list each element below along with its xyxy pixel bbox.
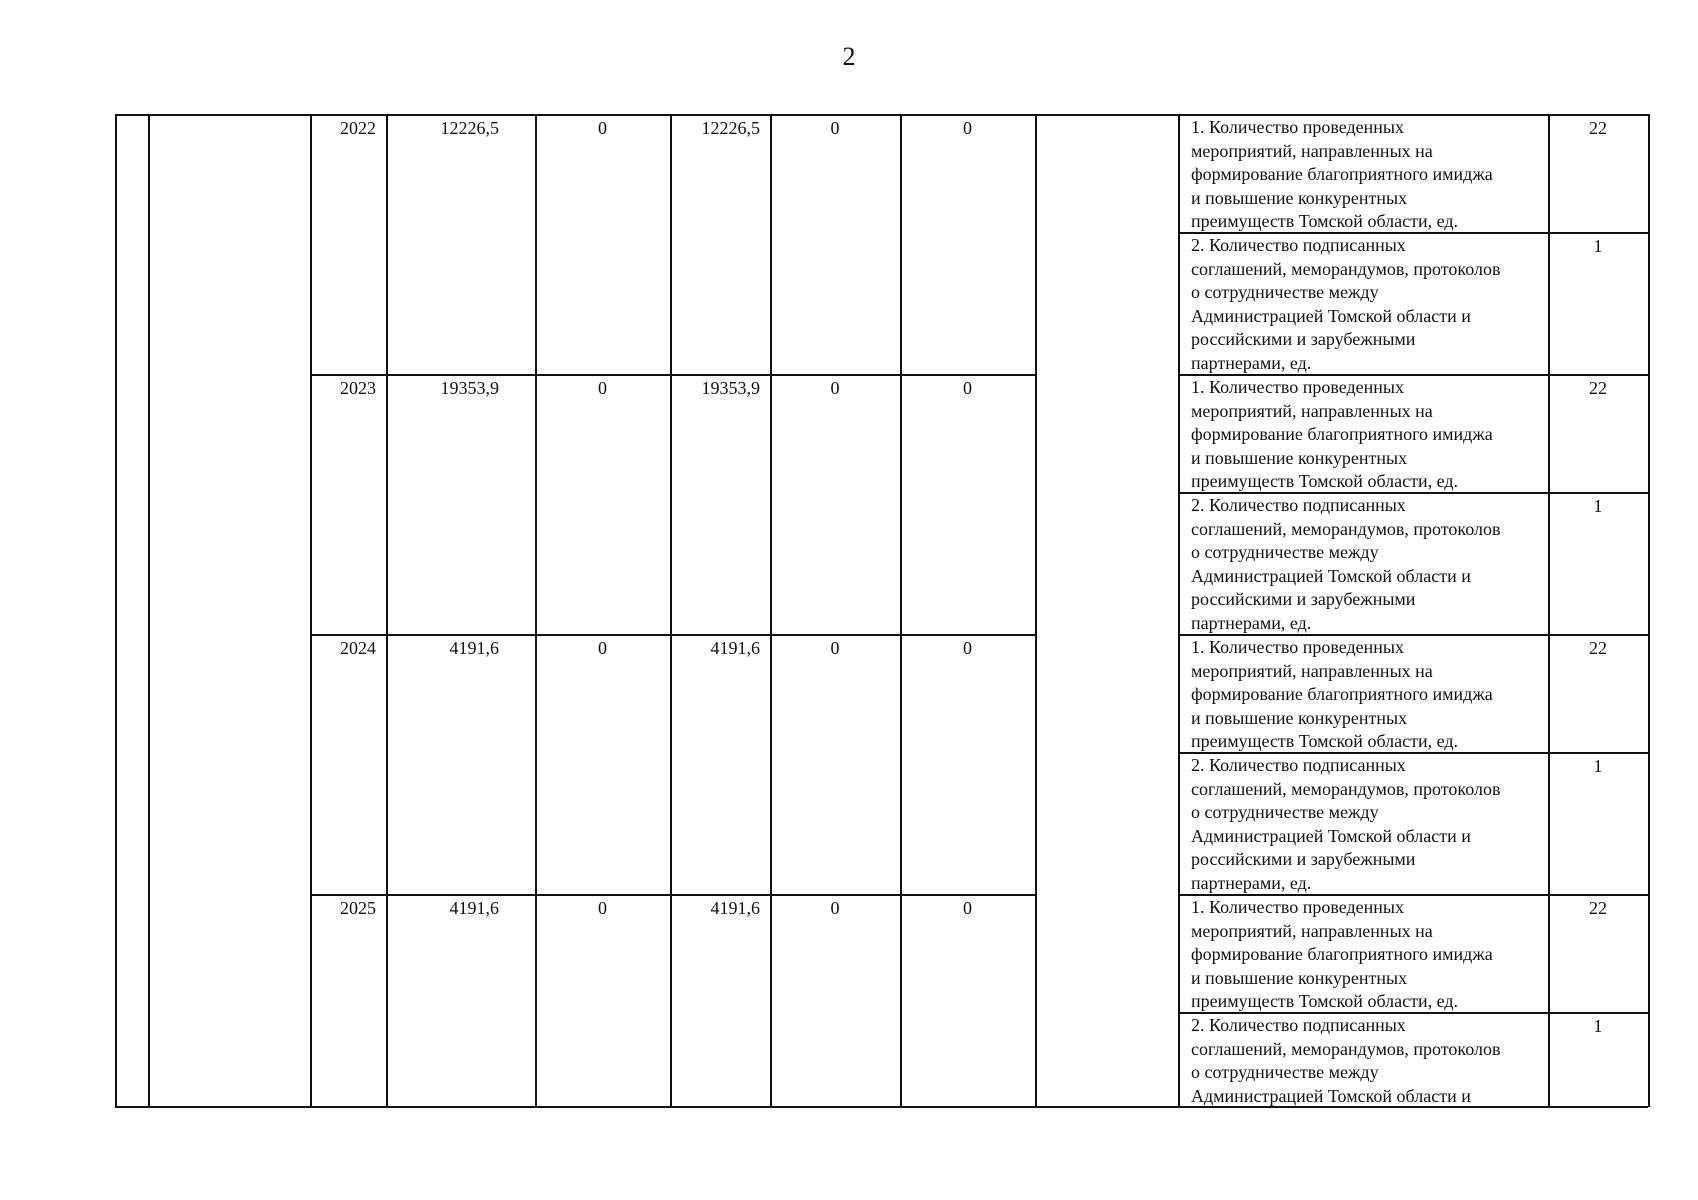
indicator-value: 1	[1593, 236, 1603, 256]
other-cell: 0	[963, 638, 972, 658]
indicator-text	[1191, 754, 1500, 895]
indicator-line: Администрацией Томской области и	[1191, 565, 1471, 586]
year-cell: 2025	[340, 898, 376, 918]
indicator-line: Администрацией Томской области и	[1191, 1085, 1471, 1106]
regional-cell: 4191,6	[710, 638, 760, 658]
column-rule	[115, 114, 117, 1107]
indicator-text	[1191, 376, 1493, 494]
indicator-line: формирование благоприятного имиджа	[1191, 164, 1493, 184]
indicator-line: 2. Количество подписанных	[1191, 235, 1406, 255]
year-row-rule	[310, 894, 1035, 896]
other-cell: 0	[963, 898, 972, 918]
indicator-line: соглашений, меморандумов, протоколов	[1191, 258, 1501, 279]
indicator-line: преимуществ Томской области, ед.	[1191, 991, 1459, 1011]
indicator-text	[1191, 116, 1493, 234]
total-cell: 12226,5	[440, 118, 499, 138]
column-rule	[1548, 114, 1550, 1107]
indicator-line: мероприятий, направленных на	[1191, 400, 1433, 421]
indicator-line: о сотрудничестве между	[1191, 802, 1379, 822]
total-cell: 19353,9	[440, 378, 499, 398]
indicator-line: мероприятий, направленных на	[1191, 660, 1433, 681]
indicator-line: преимуществ Томской области, ед.	[1191, 471, 1459, 491]
indicator-value: 22	[1589, 378, 1607, 398]
other-cell: 0	[963, 378, 972, 398]
column-rule	[148, 114, 150, 1107]
column-rule	[386, 114, 388, 1107]
indicator-value: 22	[1589, 118, 1607, 138]
indicator-line: соглашений, меморандумов, протоколов	[1191, 518, 1501, 539]
year-row-rule	[310, 374, 1035, 376]
indicator-line: и повышение конкурентных	[1191, 707, 1408, 728]
indicator-line: и повышение конкурентных	[1191, 967, 1408, 988]
indicator-line: Администрацией Томской области и	[1191, 305, 1471, 326]
indicator-text	[1191, 234, 1500, 375]
indicator-line: российскими и зарубежными	[1191, 329, 1416, 349]
indicator-line: формирование благоприятного имиджа	[1191, 684, 1493, 704]
regional-cell: 4191,6	[710, 898, 760, 918]
indicator-line: 1. Количество проведенных	[1191, 897, 1404, 917]
federal-cell: 0	[598, 898, 607, 918]
indicator-text	[1191, 1014, 1500, 1108]
regional-cell: 12226,5	[701, 118, 760, 138]
budget-indicators-table	[115, 114, 1648, 1107]
indicator-text	[1191, 494, 1500, 635]
page-number: 2	[842, 42, 856, 71]
federal-cell: 0	[598, 638, 607, 658]
year-cell: 2024	[340, 638, 376, 658]
column-rule	[900, 114, 902, 1107]
indicator-line: 2. Количество подписанных	[1191, 1015, 1406, 1035]
federal-cell: 0	[598, 378, 607, 398]
indicator-line: о сотрудничестве между	[1191, 282, 1379, 302]
indicator-line: преимуществ Томской области, ед.	[1191, 211, 1459, 231]
indicator-text	[1191, 896, 1493, 1014]
indicator-line: 1. Количество проведенных	[1191, 637, 1404, 657]
indicator-line: формирование благоприятного имиджа	[1191, 424, 1493, 444]
indicator-line: и повышение конкурентных	[1191, 447, 1408, 468]
indicator-value: 1	[1593, 756, 1603, 776]
year-row-rule	[310, 634, 1035, 636]
year-cell: 2022	[340, 118, 376, 138]
column-rule	[310, 114, 312, 1107]
indicator-line: о сотрудничестве между	[1191, 542, 1379, 562]
indicator-line: формирование благоприятного имиджа	[1191, 944, 1493, 964]
total-cell: 4191,6	[449, 898, 499, 918]
indicator-line: партнерами, ед.	[1191, 352, 1312, 373]
local-cell: 0	[830, 118, 840, 138]
indicator-line: мероприятий, направленных на	[1191, 140, 1433, 161]
column-rule	[1178, 114, 1180, 1107]
indicator-value: 22	[1589, 898, 1607, 918]
total-cell: 4191,6	[449, 638, 499, 658]
indicator-line: российскими и зарубежными	[1191, 849, 1416, 869]
indicator-line: о сотрудничестве между	[1191, 1062, 1379, 1082]
indicator-line: партнерами, ед.	[1191, 612, 1312, 633]
other-cell: 0	[963, 118, 972, 138]
indicator-line: преимуществ Томской области, ед.	[1191, 731, 1459, 751]
local-cell: 0	[830, 898, 840, 918]
indicator-value: 1	[1593, 1016, 1603, 1036]
indicator-line: 2. Количество подписанных	[1191, 495, 1406, 515]
indicator-line: 2. Количество подписанных	[1191, 755, 1406, 775]
column-rule	[535, 114, 537, 1107]
indicator-text	[1191, 636, 1493, 754]
column-rule	[670, 114, 672, 1107]
indicator-line: соглашений, меморандумов, протоколов	[1191, 1038, 1501, 1059]
indicator-line: и повышение конкурентных	[1191, 187, 1408, 208]
local-cell: 0	[830, 638, 840, 658]
indicator-line: соглашений, меморандумов, протоколов	[1191, 778, 1501, 799]
column-rule	[770, 114, 772, 1107]
indicator-line: российскими и зарубежными	[1191, 589, 1416, 609]
local-cell: 0	[830, 378, 840, 398]
column-rule	[1035, 114, 1037, 1107]
indicator-line: партнерами, ед.	[1191, 872, 1312, 893]
column-rule	[1648, 114, 1650, 1107]
regional-cell: 19353,9	[701, 378, 760, 398]
indicator-value: 22	[1589, 638, 1607, 658]
indicator-line: 1. Количество проведенных	[1191, 117, 1404, 137]
indicator-value: 1	[1593, 496, 1603, 516]
year-cell: 2023	[340, 378, 376, 398]
federal-cell: 0	[598, 118, 607, 138]
indicator-line: Администрацией Томской области и	[1191, 825, 1471, 846]
indicator-line: 1. Количество проведенных	[1191, 377, 1404, 397]
indicator-line: мероприятий, направленных на	[1191, 920, 1433, 941]
